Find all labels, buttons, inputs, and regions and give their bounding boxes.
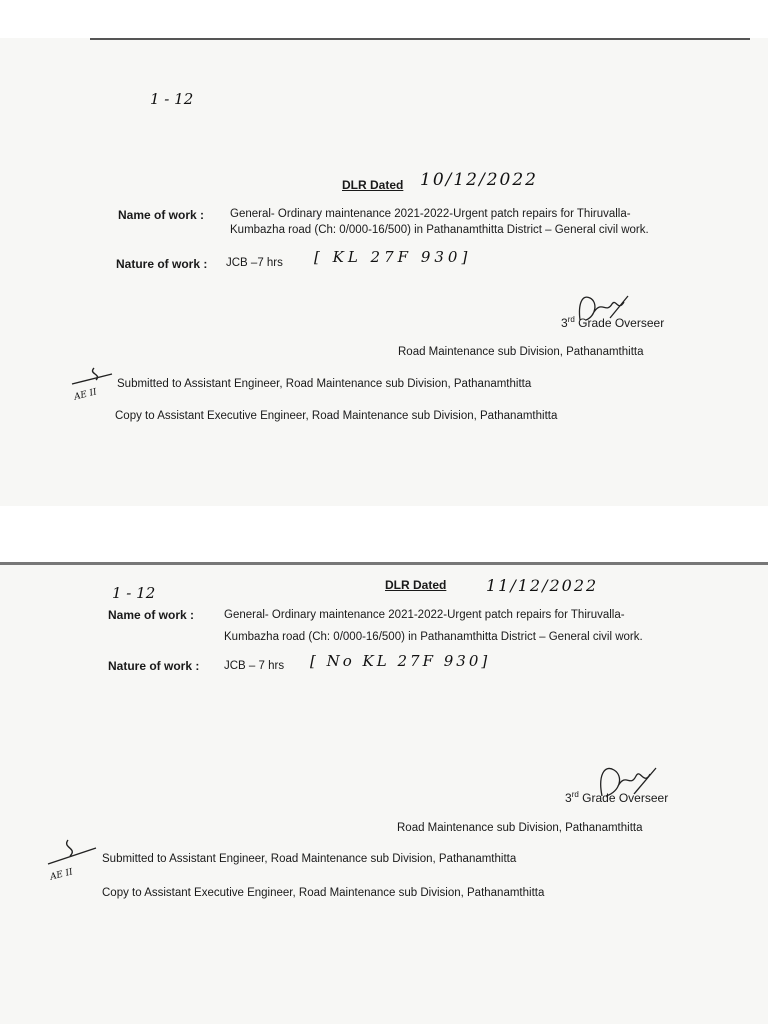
nature-of-work-value: JCB –7 hrs: [226, 257, 283, 269]
vehicle-note: [ No KL 27F 930]: [310, 652, 491, 670]
nature-of-work-label: Nature of work :: [108, 659, 200, 673]
name-of-work-line-2: Kumbazha road (Ch: 0/000-16/500) in Pathanamthitta District – General civil work.: [224, 631, 643, 643]
office-line: Road Maintenance sub Division, Pathanamthitta: [397, 822, 643, 834]
sheet-top-edge: [0, 562, 768, 565]
nature-of-work-value: JCB – 7 hrs: [224, 660, 285, 672]
sheet-top-edge: [90, 38, 750, 40]
name-of-work-line-2: Kumbazha road (Ch: 0/000-16/500) in Pathanamthitta District – General civil work.: [230, 224, 649, 236]
office-line: Road Maintenance sub Division, Pathanamthitta: [398, 346, 644, 358]
overseer-designation: 3rd Grade Overseer: [561, 315, 665, 330]
document-sheet-2: [0, 562, 768, 1024]
dlr-date: 10/12/2022: [420, 170, 538, 190]
dlr-label: DLR Dated: [385, 578, 447, 592]
name-of-work-label: Name of work :: [108, 608, 195, 622]
assistant-engineer-initial-text: AE II: [73, 387, 98, 403]
vehicle-note: [ KL 27F 930]: [314, 248, 472, 266]
page-mark: 1 - 12: [150, 90, 194, 108]
copy-to: Copy to Assistant Executive Engineer, Road Maintenance sub Division, Pathanamthitta: [115, 410, 558, 422]
overseer-designation: 3rd Grade Overseer: [565, 790, 669, 805]
submitted-to: Submitted to Assistant Engineer, Road Maintenance sub Division, Pathanamthitta: [117, 378, 532, 390]
name-of-work-line-1: General- Ordinary maintenance 2021-2022-Urgent patch repairs for Thiruvalla-: [230, 208, 631, 220]
copy-to: Copy to Assistant Executive Engineer, Road Maintenance sub Division, Pathanamthitta: [102, 887, 545, 899]
assistant-engineer-initial-text: AE II: [49, 867, 74, 883]
dlr-date: 11/12/2022: [486, 576, 599, 595]
name-of-work-label: Name of work :: [118, 208, 205, 222]
nature-of-work-label: Nature of work :: [116, 257, 208, 271]
document-sheet-1: [0, 38, 768, 506]
dlr-label: DLR Dated: [342, 178, 404, 192]
name-of-work-line-1: General- Ordinary maintenance 2021-2022-Urgent patch repairs for Thiruvalla-: [224, 609, 625, 621]
page-mark: 1 - 12: [112, 584, 156, 602]
submitted-to: Submitted to Assistant Engineer, Road Maintenance sub Division, Pathanamthitta: [102, 853, 517, 865]
